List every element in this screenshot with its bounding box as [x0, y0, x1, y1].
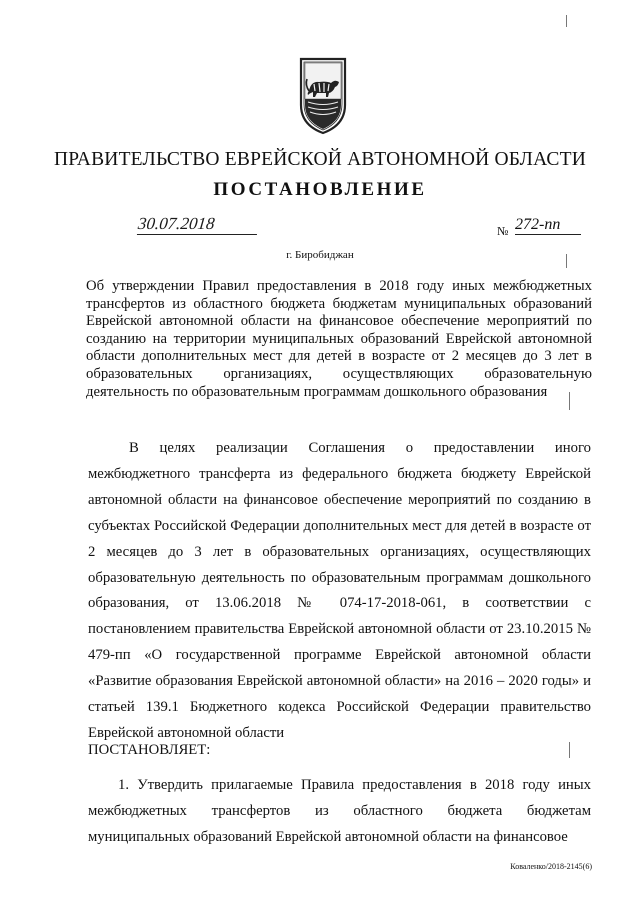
document-type-heading: ПОСТАНОВЛЕНИЕ [213, 179, 427, 200]
preamble-paragraph: В целях реализации Соглашения о предоставлении иного межбюджетного трансферта из федерального бюджета бюджету Еврейской автономной области на финансовое обеспечение мероприятий по созданию в субъектах Российской Федерации дополнительных мест для детей в возрасте от 2 месяцев до 3 лет в образовательных организациях, осуществляющих образовательную деятельность по образовательным программам дошкольного образования, от 13.06.2018 № 074-17-2018-061, в соответствии с постановлением правительства Еврейской автономной области от 23.10.2015 № 479-пп «О государственной программе Еврейской автономной области «Развитие образования Еврейской автономной области» на 2016 – 2020 годы» и статьей 139.1 Бюджетного кодекса Российской Федерации правительство Еврейской автономной области [88, 440, 591, 741]
scan-mark [566, 15, 567, 27]
government-title: ПРАВИТЕЛЬСТВО ЕВРЕЙСКОЙ АВТОНОМНОЙ ОБЛАСТИ [53, 149, 587, 170]
coat-of-arms-tiger-icon [295, 55, 351, 135]
decree-word: ПОСТАНОВЛЯЕТ: [88, 742, 211, 758]
clause-1-paragraph: 1. Утвердить прилагаемые Правила предоставления в 2018 году иных межбюджетных трансфертов из областного бюджета бюджетам муниципальных образований Еврейской автономной области на финансовое [88, 777, 591, 846]
number-sign: № [497, 224, 509, 238]
scan-mark [569, 392, 570, 410]
scan-mark [566, 254, 567, 268]
city-line: г. Биробиджан [286, 249, 354, 261]
scan-mark [569, 742, 570, 758]
document-date: 30.07.2018 [137, 214, 259, 235]
footer-code: Коваленко/2018-2145(6) [510, 862, 592, 871]
number-value: 272-пп [515, 216, 581, 235]
document-subject: Об утверждении Правил предоставления в 2018 году иных межбюджетных трансфертов из областного бюджета бюджетам муниципальных образований Еврейской автономной области на финансовое обеспечение мероприятий по созданию на территории муниципальных образований Еврейской автономной области дополнительных мест для детей в возрасте от 2 месяцев до 3 лет в образовательных организациях, осуществляющих образовательную деятельность по образовательным программам дошкольного образования [86, 278, 592, 400]
